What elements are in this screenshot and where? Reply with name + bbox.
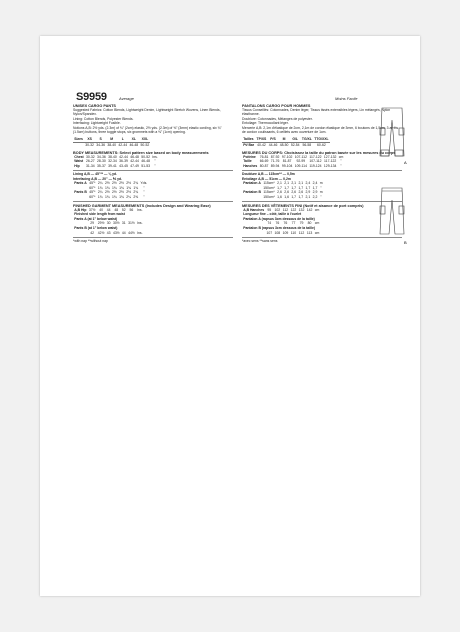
measure-value: 76-81 bbox=[259, 154, 269, 159]
finished-value: 108 bbox=[274, 230, 281, 235]
difficulty-level-fr: Moins Facile bbox=[335, 96, 358, 101]
yardage-unit: " bbox=[320, 185, 322, 190]
fabric-width: 60"* bbox=[89, 195, 96, 199]
finished-value: 132 bbox=[298, 207, 305, 212]
yardage-value: 1,7 bbox=[312, 185, 318, 190]
yardage-value: 1¾ bbox=[119, 185, 124, 190]
measure-value: 39-41 bbox=[108, 163, 117, 168]
finished-unit: cm bbox=[314, 230, 320, 235]
finished-value: 110 bbox=[290, 230, 297, 235]
divider bbox=[73, 201, 233, 202]
divider bbox=[73, 237, 233, 238]
finished-value: 109 bbox=[282, 230, 289, 235]
yardage-value: 2¼ bbox=[97, 181, 103, 186]
yardage-value: 2½ bbox=[119, 181, 124, 186]
measure-value: 71-76 bbox=[270, 159, 280, 164]
yardage-value: 2⅜ bbox=[133, 195, 139, 199]
finished-label: Pantalon B (rapsus 3cm dessous de la taille) bbox=[243, 225, 315, 230]
finished-value: 77 bbox=[291, 221, 296, 226]
yardage-value: 2,6 bbox=[298, 190, 304, 195]
measure-unit: " bbox=[154, 163, 156, 168]
body-measurements-table bbox=[73, 155, 159, 169]
measure-label: Chest bbox=[74, 154, 84, 159]
size-header-cell: Tailles bbox=[243, 137, 254, 142]
fabric-width: 115cm* bbox=[263, 181, 275, 186]
view-label bbox=[73, 195, 88, 200]
finished-value: 76 bbox=[283, 221, 288, 226]
yardage-value: 1¾ bbox=[97, 195, 103, 199]
yardage-value: 1,7 bbox=[298, 185, 304, 190]
yardage-value: 2,1 bbox=[284, 181, 289, 186]
measure-value: 66-69 bbox=[259, 159, 269, 164]
info-notions: Notions A,B: 2½ yds. (2.3m) of ¾" (2cm) elastic, 2½ yds. (2.3m) of ⅜" (3mm) elastic cording, six ¾" (1.5cm) buttons, three toggle stops, six grommets with a ⅜" (1cm) opening. bbox=[73, 125, 222, 135]
yardage-value: 2,4 bbox=[312, 181, 318, 186]
measure-value: 47-49 bbox=[130, 163, 139, 168]
yardage-unit: " bbox=[320, 195, 322, 199]
size-header-cell: L bbox=[117, 137, 128, 142]
measure-value: 119-124 bbox=[309, 163, 322, 168]
measure-value: 129-134 bbox=[323, 163, 337, 168]
measure-value: 117-122 bbox=[324, 159, 337, 164]
measure-unit: cm bbox=[338, 154, 344, 159]
yardage-value: 1¾ bbox=[104, 185, 110, 190]
size-header-cell: TTG/XXL bbox=[314, 137, 329, 142]
measure-unit: " bbox=[340, 159, 342, 164]
sizes-table bbox=[242, 137, 330, 147]
info-lining: Doublure: Cotonnades, Mélanges de polyester. bbox=[242, 116, 313, 121]
finished-label bbox=[73, 231, 88, 236]
fabric-yardage-table bbox=[242, 181, 324, 199]
yardage-value: 2,1 bbox=[305, 195, 311, 199]
finished-label: A,B Hip bbox=[74, 207, 87, 212]
yardage-value: 2,9 bbox=[305, 190, 311, 195]
size-range-cell: 46-48 bbox=[129, 143, 139, 148]
finished-label: Finished side length from waist bbox=[74, 212, 125, 217]
size-header-cell: M bbox=[106, 137, 117, 142]
size-header-cell: Sizes bbox=[74, 137, 83, 142]
view-label: Pantalon B bbox=[243, 190, 261, 195]
size-header-cell: XL bbox=[128, 137, 139, 142]
size-header-cell: G/L bbox=[290, 137, 301, 142]
finished-value: 31½ bbox=[128, 221, 135, 226]
yardage-value: 1¾ bbox=[104, 195, 110, 199]
measure-value: 28-30 bbox=[97, 159, 106, 164]
interfacing-yardage: Entoilage A,B — 51cm — 0,2m bbox=[242, 176, 291, 181]
fabric-width: 115cm* bbox=[263, 190, 275, 195]
finished-value: 29½ bbox=[97, 221, 105, 226]
size-range-cell: 56-58 bbox=[302, 143, 312, 148]
yardage-value: 2¾ bbox=[133, 190, 139, 195]
finished-label: Pants B (at 1" below waist) bbox=[74, 225, 118, 230]
measure-value: 89-94 bbox=[270, 163, 280, 168]
yardage-value: 1,7 bbox=[305, 185, 311, 190]
garment-title: UNISEX CARGO PANTS bbox=[73, 104, 116, 108]
yardage-unit: m bbox=[319, 190, 323, 195]
finished-value: 95 bbox=[267, 207, 272, 212]
finished-measurements-title: MESURES DES VÊTEMENTS FINI (Notif et aisance de port compris) bbox=[242, 203, 364, 208]
measure-value: 51-53 bbox=[141, 163, 150, 168]
view-label: Pantalon A bbox=[243, 181, 261, 186]
finished-measurements-title: FINISHED GARMENT MEASUREMENTS (Includes Design and Wearing Ease) bbox=[73, 203, 211, 208]
measure-value: 42-44 bbox=[119, 154, 128, 159]
measure-value: 117-122 bbox=[309, 154, 322, 159]
size-range-cell: 48-50 bbox=[279, 143, 289, 148]
measure-value: 107-112 bbox=[309, 159, 322, 164]
fabric-width: 150cm* bbox=[263, 185, 275, 190]
measure-value: 97-102 bbox=[281, 154, 293, 159]
yardage-value: 2½ bbox=[112, 190, 117, 195]
yardage-value: 1¾ bbox=[133, 185, 139, 190]
finished-value: 44 bbox=[106, 207, 111, 212]
measure-value: 81-87 bbox=[282, 159, 292, 164]
measure-value: 109-114 bbox=[294, 163, 307, 168]
finished-measurements-table bbox=[242, 208, 320, 236]
measure-value: 127-132 bbox=[323, 154, 337, 159]
fabric-width: 45"* bbox=[89, 190, 96, 195]
finished-value: 42 bbox=[90, 230, 94, 235]
size-header-cell: XXL bbox=[139, 137, 150, 142]
finished-unit: Ins. bbox=[137, 221, 143, 226]
yardage-value: 2½ bbox=[112, 181, 117, 186]
yardage-value: 1,7 bbox=[298, 195, 304, 199]
finished-value: 79 bbox=[299, 221, 304, 226]
yardage-value: 2,4 bbox=[305, 181, 311, 186]
yardage-value: 2,9 bbox=[312, 190, 318, 195]
finished-value: 37½ bbox=[88, 207, 96, 212]
interfacing-yardage: Interfacing A,B — 20" — ⅕ yd. bbox=[73, 176, 123, 181]
yardage-unit: " bbox=[143, 190, 145, 195]
size-header-cell: P/S bbox=[268, 137, 279, 142]
measure-unit: Ins. bbox=[152, 154, 158, 159]
finished-value: 48 bbox=[114, 207, 119, 212]
yardage-value: 2,6 bbox=[284, 190, 289, 195]
yardage-value: 2½ bbox=[119, 190, 124, 195]
measure-label: Poitrine bbox=[243, 154, 256, 159]
measure-value: 46-48 bbox=[141, 159, 150, 164]
yardage-value: 1,6 bbox=[284, 195, 289, 199]
size-range-cell: 50-52 bbox=[140, 143, 150, 148]
yardage-value: 1¾ bbox=[126, 185, 131, 190]
size-range-cell: 34-36 bbox=[96, 143, 105, 148]
yardage-value: 2,1 bbox=[277, 181, 282, 186]
measure-label: Hanches bbox=[243, 163, 258, 168]
lining-yardage: Doublure A,B — 115cm** — 0,5m bbox=[242, 172, 295, 177]
measure-label: Waist bbox=[74, 159, 84, 164]
pattern-number: S9959 bbox=[76, 91, 107, 103]
measure-value: 92-99 bbox=[296, 159, 306, 164]
measure-value: 43-45 bbox=[119, 163, 128, 168]
view-label: Pants A bbox=[74, 181, 87, 186]
finished-value: 76 bbox=[275, 221, 280, 226]
fabric-yardage-table bbox=[73, 181, 148, 199]
view-a-label: A bbox=[404, 160, 407, 165]
measure-value: 99-104 bbox=[281, 163, 293, 168]
finished-value: 102 bbox=[274, 207, 281, 212]
yardage-value: 2½ bbox=[126, 181, 131, 186]
measure-label: Hip bbox=[74, 163, 80, 168]
garment-line-art bbox=[374, 106, 410, 256]
finished-value: 142 bbox=[306, 207, 313, 212]
finished-label bbox=[242, 231, 265, 236]
finished-value: 44 bbox=[121, 230, 126, 235]
measure-value: 35-37 bbox=[97, 163, 106, 168]
yardage-value: 2½ bbox=[126, 190, 131, 195]
yardage-value: 2½ bbox=[104, 190, 110, 195]
measure-unit: " bbox=[340, 163, 342, 168]
finished-value: 43 bbox=[106, 230, 111, 235]
finished-label: A,B Hanches bbox=[243, 207, 265, 212]
yardage-value: 1,7 bbox=[284, 185, 289, 190]
finished-label: Pants A (at 1" below waist) bbox=[74, 216, 118, 221]
measure-unit: " bbox=[154, 159, 156, 164]
yardage-value: 2¼ bbox=[126, 195, 131, 199]
garment-title: PANTALONS CARGO POUR HOMMES bbox=[242, 104, 311, 108]
measure-value: 42-44 bbox=[130, 159, 139, 164]
view-label bbox=[242, 195, 262, 200]
finished-value: 56 bbox=[129, 207, 134, 212]
measure-value: 30-32 bbox=[85, 154, 95, 159]
info-fabrics: Suggested Fabrics: Cotton Blends, Lightweight Denim, Lightweight Stretch Wovens, Linen Blends, Nylon/Spandex. bbox=[73, 108, 221, 117]
yardage-value: 2½ bbox=[104, 181, 110, 186]
finished-value: 30 bbox=[106, 221, 111, 226]
footnote: *with nap **without nap bbox=[73, 239, 108, 244]
size-header-cell: S bbox=[95, 137, 106, 142]
finished-measurements-table bbox=[73, 208, 144, 236]
yardage-unit: Yds. bbox=[140, 181, 148, 186]
yardage-value: 1¾ bbox=[112, 185, 117, 190]
finished-value: 113 bbox=[306, 230, 313, 235]
body-measurements-title: BODY MEASUREMENTS: Select pattern size based on body measurements bbox=[73, 150, 209, 155]
yardage-value: 2,6 bbox=[277, 190, 282, 195]
finished-label: Longueur fine – côté, taille à l'ourlet bbox=[243, 212, 302, 217]
finished-value: 43½ bbox=[112, 230, 120, 235]
finished-value: 42½ bbox=[97, 230, 105, 235]
yardage-value: 2,1 bbox=[298, 181, 304, 186]
yardage-value: 2¼ bbox=[97, 190, 103, 195]
finished-value: 80 bbox=[307, 221, 312, 226]
measure-value: 87-92 bbox=[270, 154, 280, 159]
yardage-value: 2,2 bbox=[312, 195, 318, 199]
yardage-value: 1,7 bbox=[291, 185, 297, 190]
finished-unit: Ins. bbox=[137, 207, 143, 212]
info-notions: Mercerie A,B: 2,1m d'élastique de 2cm, 2,1m de cordon élastique de 3mm, 6 boutons de 1,5cm, 3 arrêts de cordon coulissants, 6 oeillets avec ouverture de 1cm. bbox=[242, 125, 399, 135]
size-range-cell: 60-62 bbox=[317, 143, 326, 148]
measure-value: 107-112 bbox=[294, 154, 307, 159]
yardage-unit: m bbox=[319, 181, 323, 186]
finished-value: 112 bbox=[298, 230, 305, 235]
sizes-table bbox=[73, 137, 150, 147]
yardage-value: 2,6 bbox=[291, 190, 297, 195]
finished-unit: cm bbox=[314, 221, 320, 226]
finished-value: 112 bbox=[282, 207, 289, 212]
measure-value: 36-39 bbox=[119, 159, 128, 164]
measure-value: 31-34 bbox=[85, 163, 95, 168]
size-range-cell: 42-44 bbox=[118, 143, 128, 148]
finished-value: 44½ bbox=[128, 230, 135, 235]
finished-value: 52 bbox=[121, 207, 126, 212]
size-header-cell: TG/XL bbox=[301, 137, 312, 142]
finished-value: 29 bbox=[90, 221, 94, 226]
yardage-value: 2,1 bbox=[291, 181, 297, 186]
view-b-label: B bbox=[404, 240, 407, 245]
measure-value: 26-27 bbox=[85, 159, 95, 164]
info-interfacing: Entoilage: Thermocollant léger. bbox=[242, 121, 289, 126]
yardage-unit: " bbox=[143, 195, 145, 199]
yardage-value: 1¾ bbox=[112, 195, 117, 199]
measure-value: 34-36 bbox=[97, 154, 106, 159]
fabric-width: 45"* bbox=[89, 181, 96, 186]
yardage-value: 1,7 bbox=[291, 195, 297, 199]
finished-value: 40 bbox=[99, 207, 103, 212]
difficulty-level-en: Average bbox=[119, 96, 134, 101]
size-range-cell: 40-42 bbox=[257, 143, 266, 148]
finished-value: 30½ bbox=[112, 221, 120, 226]
size-range-cell: Pt/ Bar bbox=[243, 143, 255, 148]
view-label: Pants B bbox=[74, 190, 87, 195]
pants-illustration bbox=[374, 106, 410, 256]
size-range-cell: 38-40 bbox=[107, 143, 117, 148]
footnote: *avec sens **sans sens bbox=[242, 239, 278, 244]
finished-value: 122 bbox=[290, 207, 297, 212]
finished-value: 74 bbox=[267, 221, 272, 226]
finished-unit: cm bbox=[314, 207, 320, 212]
size-range-cell: 52-54 bbox=[290, 143, 300, 148]
info-interfacing: Interfacing: Lightweight Fusible. bbox=[73, 121, 121, 126]
lining-yardage: Lining A,B — 45"** — ⅛ yd. bbox=[73, 172, 118, 177]
finished-value: 107 bbox=[266, 230, 273, 235]
yardage-value: 1¾ bbox=[97, 185, 103, 190]
size-range-cell: 30-32 bbox=[85, 143, 94, 148]
finished-unit: Ins. bbox=[137, 230, 143, 235]
measure-value: 32-34 bbox=[108, 159, 117, 164]
fabric-width: 150cm* bbox=[263, 195, 275, 199]
yardage-value: 1¾ bbox=[119, 195, 124, 199]
measure-value: 38-40 bbox=[108, 154, 117, 159]
measure-value: 50-52 bbox=[141, 154, 150, 159]
info-lining: Lining: Cotton Blends, Polyester Blends. bbox=[73, 116, 134, 121]
body-measurements-table bbox=[242, 155, 344, 169]
english-column bbox=[73, 104, 233, 244]
yardage-unit: " bbox=[143, 185, 145, 190]
measure-label: Taille bbox=[243, 159, 252, 164]
size-header-cell: M bbox=[279, 137, 290, 142]
info-fabrics: Tissus Conseillés: Cotonnades, Denim léger, Tissus tissés extensibles légers, Lin mélangés, Nylon élasthanne. bbox=[242, 108, 391, 117]
finished-label: Pantalon A (rapsus 3cm dessous de la taille) bbox=[243, 216, 315, 221]
size-header-cell: TP/XS bbox=[256, 137, 267, 142]
fabric-width: 60"* bbox=[89, 185, 96, 190]
divider bbox=[73, 170, 233, 171]
yardage-value: 1,7 bbox=[277, 185, 282, 190]
size-header-cell: XS bbox=[84, 137, 95, 142]
pattern-envelope-back bbox=[40, 36, 420, 596]
yardage-value: 1,6 bbox=[277, 195, 282, 199]
size-range-cell: 44-46 bbox=[268, 143, 278, 148]
measure-value: 46-48 bbox=[130, 154, 139, 159]
body-measurements-title: MESURES DU CORPS: Choisissez la taille du patron basée sur les mesures du corps bbox=[242, 150, 396, 155]
finished-value: 31 bbox=[121, 221, 126, 226]
measure-value: 80-87 bbox=[259, 163, 269, 168]
yardage-value: 2¾ bbox=[133, 181, 139, 186]
